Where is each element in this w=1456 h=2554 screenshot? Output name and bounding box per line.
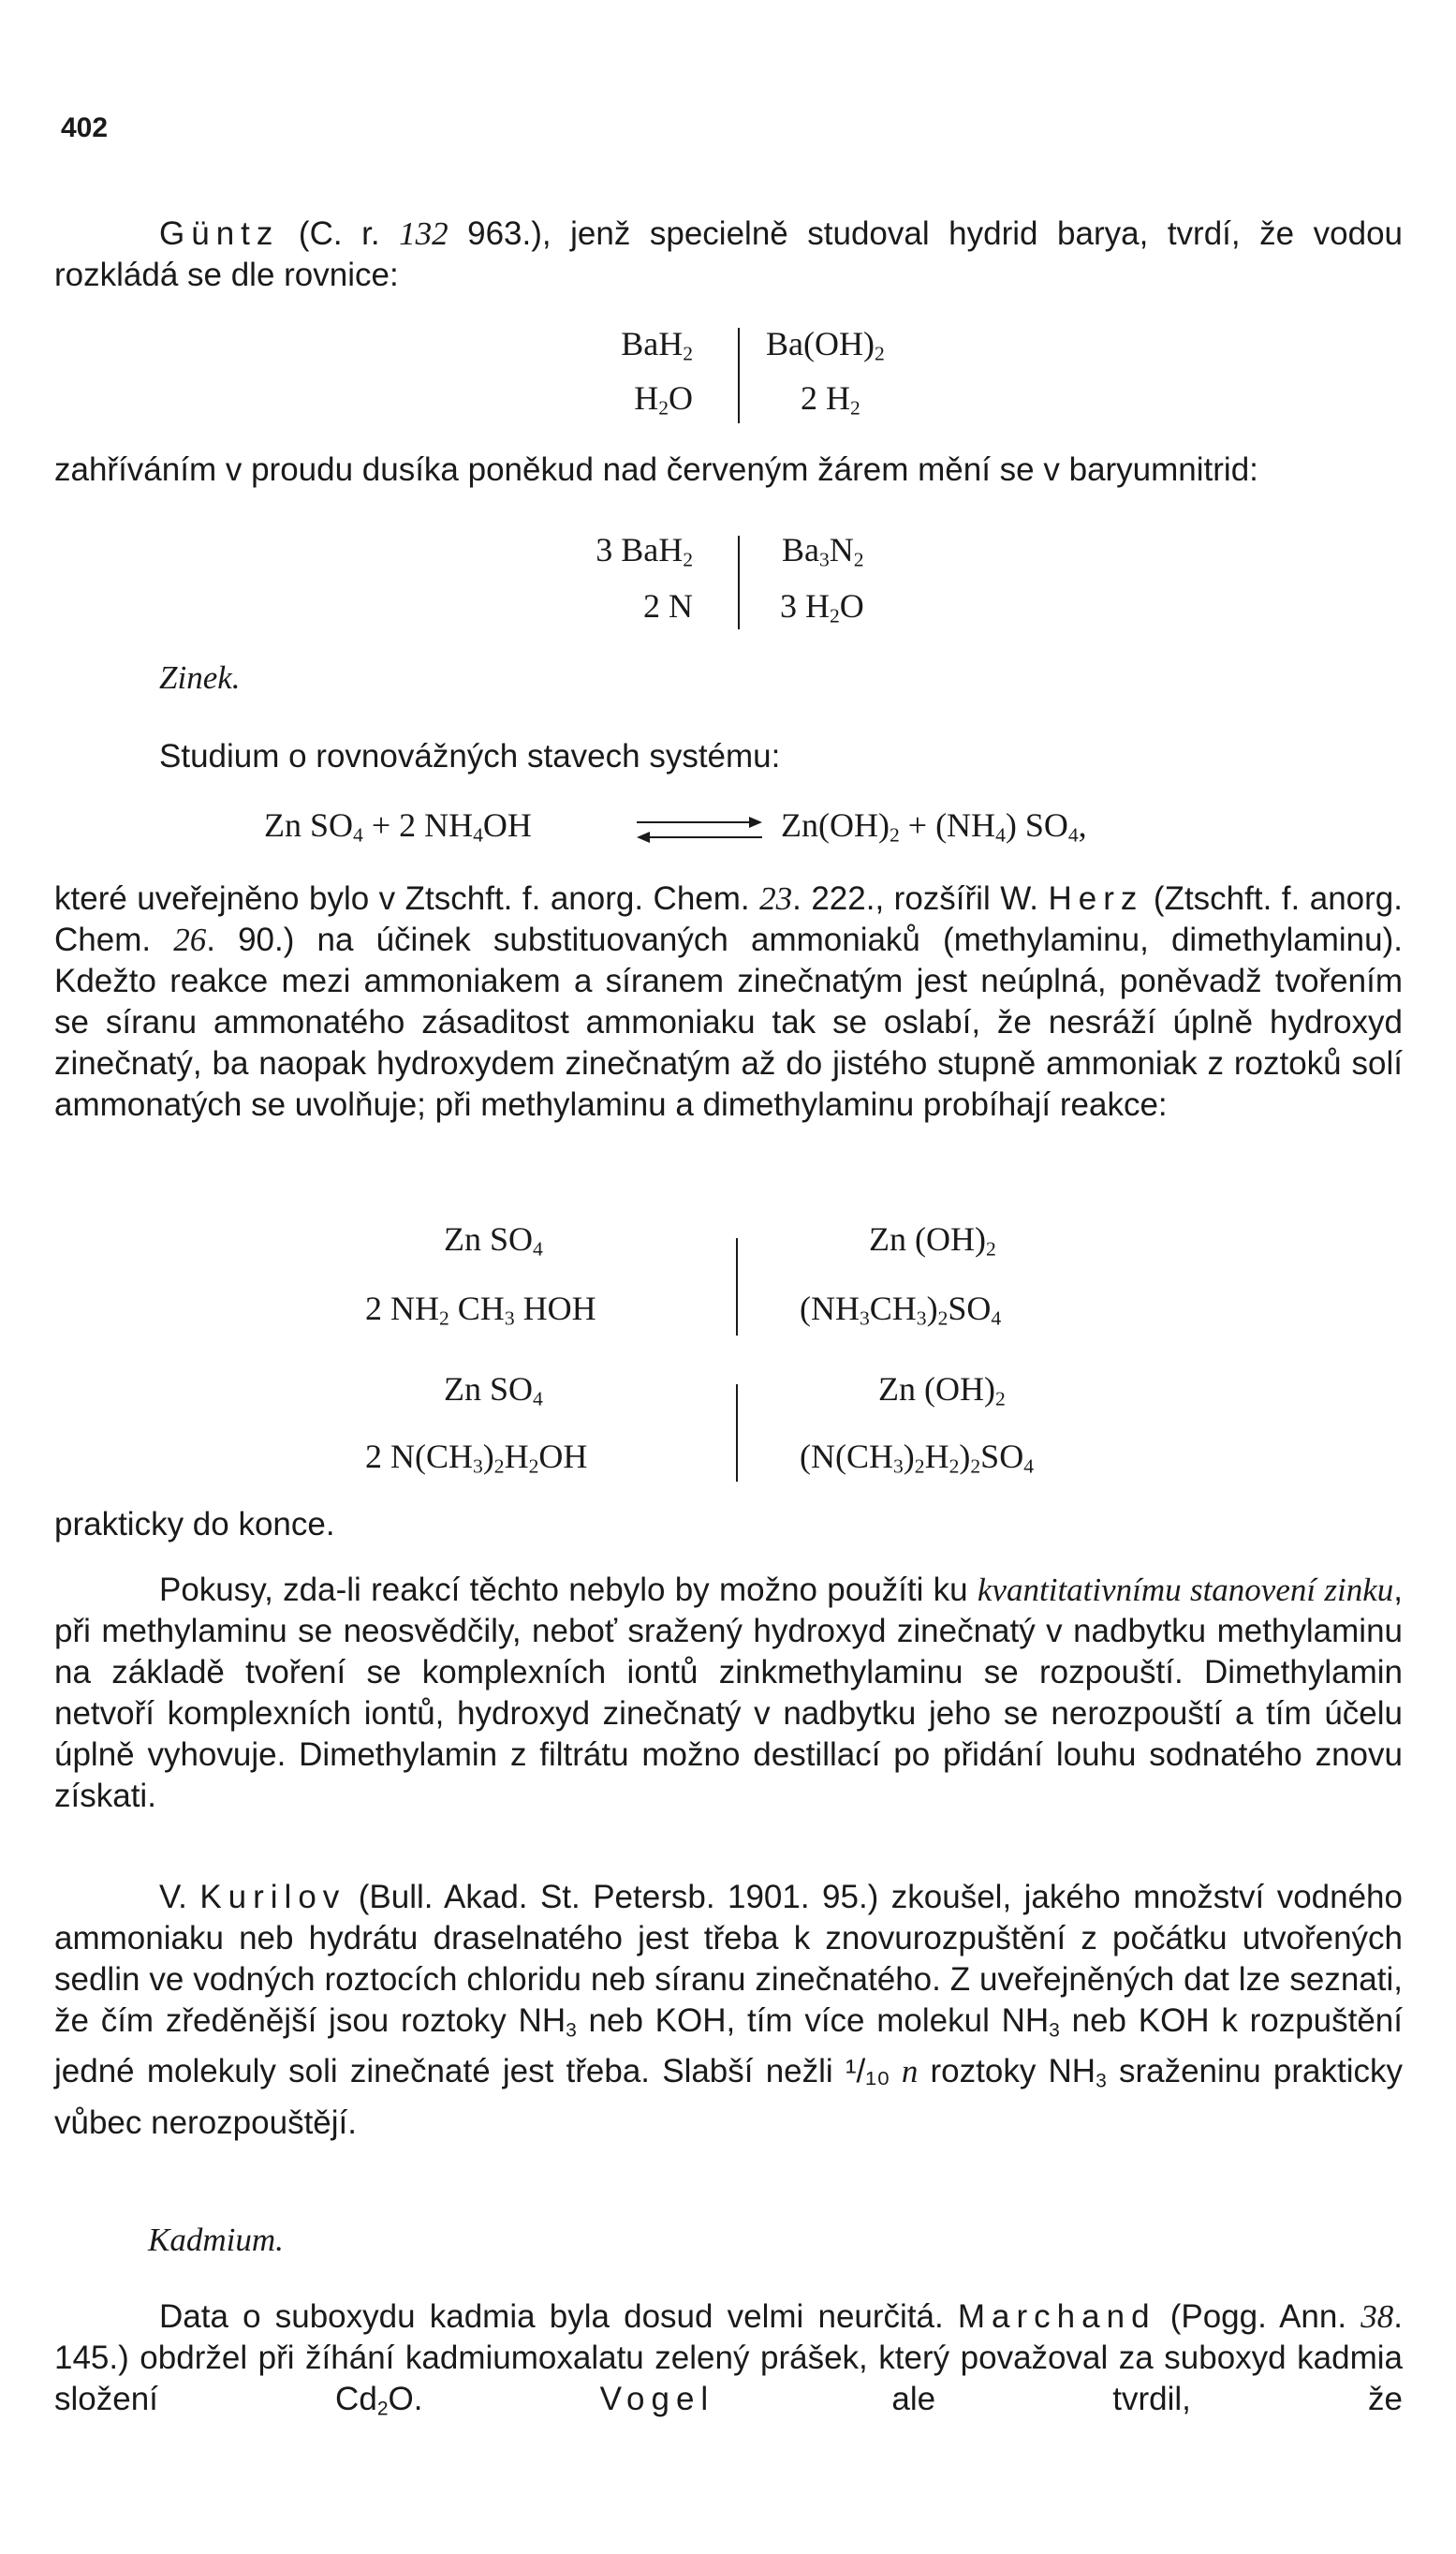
author-guntz: Güntz (159, 215, 280, 252)
eq4-right-bottom: $(NH_3CH_3)_2SO_4$ (800, 1290, 1002, 1330)
eq1-right-top: $Ba(OH)_2$ (766, 325, 885, 365)
equilibrium-arrows (629, 807, 770, 852)
volume-number: 132 (399, 215, 449, 252)
eq1-left-bottom: $H_2O$ (634, 379, 693, 420)
cadmium-paragraph: Data o suboxydu kadmia byla dosud velmi neurčitá. Marchand (Pogg. Ann. 38. 145.) obdržel při žíhání kadmiumoxalatu zelený prášek, který považoval za suboxyd kadmia složení $Cd_2O$. Vogel ale tvrdil, že (54, 2298, 1403, 2420)
eq5-left-bottom: 2 $N(CH_3)_2H_2OH$ (365, 1438, 588, 1478)
eq2-right-top: $Ba_3N_2$ (782, 531, 864, 571)
page-number: 402 (61, 112, 109, 143)
eq4-left-top: Zn $SO_4$ (444, 1220, 543, 1261)
heating-paragraph: zahříváním v proudu dusíka poněkud nad červeným žárem mění se v baryumnitrid: (54, 451, 1258, 488)
author-vogel: Vogel (599, 2381, 715, 2417)
emphasis-quantitative: kvantitativnímu stanovení zinku (977, 1572, 1394, 1608)
eq2-left-bottom: 2 N (643, 587, 693, 625)
author-kurilov: Kurilov (199, 1879, 346, 1915)
zinc-herz-paragraph: které uveřejněno bylo v Ztschft. f. anorg. Chem. 23. 222., rozšířil W. Herz (Ztschft. f. anorg. Chem. 26. 90.) na účinek substituovaných ammoniaků (methylaminu, dimethylaminu). Kdežto reakce mezi ammoniakem a síranem zinečnatým jest neúplná, poněvadž tvořením se síranu ammonatého zásaditost ammoniaku tak se oslabí, že nesráží úplně hydroxyd zinečnatý, ba naopak hydroxydem zinečnatým až do jistého stupně ammoniak z roztoků solí ammonatých se uvolňuje; při methylaminu a dimethylaminu probíhají reakce: (54, 880, 1403, 1123)
eq4-divider (736, 1238, 738, 1336)
eq1-right-bottom: 2 $H_2$ (801, 379, 860, 420)
eq3-products: $Zn(OH)_2 + (NH_4)$ $SO_4$, (781, 806, 1087, 847)
eq2-right-bottom: 3 $H_2O$ (780, 587, 864, 627)
eq1-divider (738, 328, 740, 423)
pokusy-paragraph: Pokusy, zda-li reakcí těchto nebylo by možno použíti ku kvantitativnímu stanovení zinku, při methylaminu se neosvědčily, neboť sražený hydroxyd zinečnatý v nadbytku methylaminu na základě tvoření se komplexních iontů zinkmethylaminu se rozpouští. Dimethylamin netvoří komplexních iontů, hydroxyd zinečnatý v nadbytku jeho se nerozpouští a tím účelu úplně vyhovuje. Dimethylamin z filtrátu možno destillací po přidání louhu sodnatého znovu získati. (54, 1572, 1404, 1814)
eq3-reactants: Zn $SO_4 + 2$ $NH_4OH$ (264, 806, 532, 847)
practically-line: prakticky do konce. (54, 1506, 335, 1543)
kurilov-paragraph: V. Kurilov (Bull. Akad. St. Petersb. 1901. 95.) zkoušel, jakého množství vodného ammoniaku neb hydrátu draselnatého jest třeba k znovurozpuštění z počátku utvořených sedlin ve vodných roztocích chloridu neb síranu zinečnatého. Z uveřejněných dat lze seznati, že čím zředěnější jsou roztoky $NH_3$ neb KOH, tím více molekul $NH_3$ neb KOH k rozpuštění jedné molekuly soli zinečnaté jest třeba. Slabší nežli ¹/₁₀ n roztoky $NH_3$ sraženinu prakticky vůbec nerozpouštějí. (54, 1879, 1404, 2141)
eq4-left-bottom: 2 $NH_2$ $CH_3$ HOH (365, 1290, 596, 1330)
subheading-zinc: Zinek. (159, 659, 241, 696)
eq1-left-top: BaH$_2$ (621, 325, 693, 365)
zinc-intro: Studium o rovnovážných stavech systému: (159, 738, 781, 775)
eq5-left-top: Zn $SO_4$ (444, 1370, 543, 1410)
author-herz: Herz (1048, 880, 1144, 917)
eq5-right-top: Zn $(OH)_2$ (878, 1370, 1006, 1410)
author-marchand: Marchand (957, 2298, 1156, 2335)
intro-paragraph: Güntz (C. r. 132 963.), jenž specielně studoval hydrid barya, tvrdí, že vodou rozkládá se dle rovnice: (54, 215, 1403, 293)
eq5-right-bottom: $(N(CH_3)_2H_2)_2SO_4$ (800, 1438, 1034, 1478)
eq2-left-top: 3 BaH$_2$ (596, 531, 693, 571)
eq4-right-top: Zn $(OH)_2$ (869, 1220, 996, 1261)
eq5-divider (736, 1384, 738, 1482)
subheading-cadmium: Kadmium. (148, 2222, 284, 2258)
eq2-divider (738, 536, 740, 629)
